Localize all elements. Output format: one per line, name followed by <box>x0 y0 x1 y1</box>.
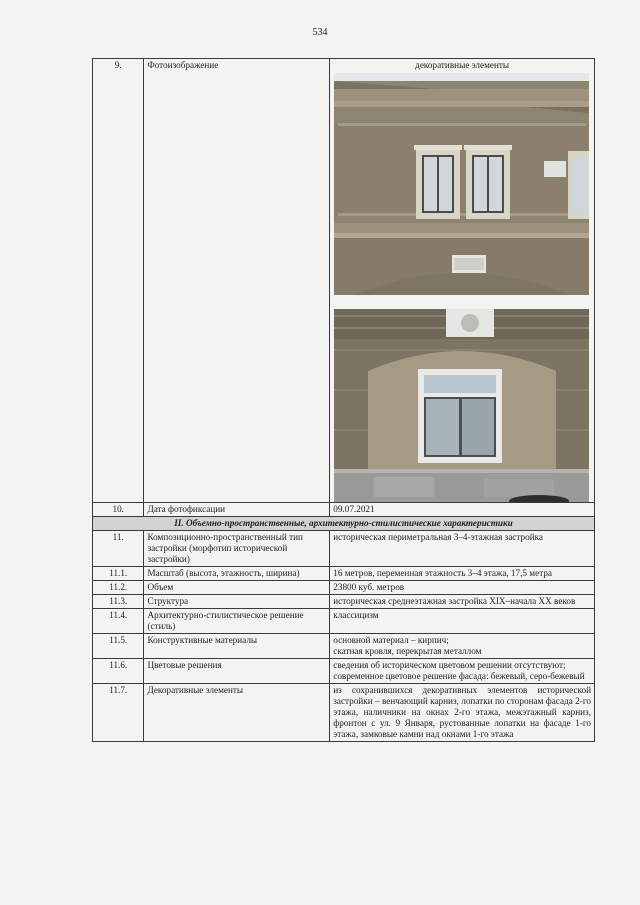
row-value: 23800 куб. метров <box>330 581 595 595</box>
row-value: 09.07.2021 <box>330 503 595 517</box>
row-number: 11.6. <box>93 659 144 684</box>
row-name: Конструктивные материалы <box>144 634 330 659</box>
section-title: II. Объемно-пространственные, архитектурно-стилистические характеристики <box>93 517 595 531</box>
object-characteristics-table <box>92 58 595 742</box>
table-row <box>93 59 595 503</box>
row-number: 11.5. <box>93 634 144 659</box>
table-row <box>93 581 595 595</box>
row-name: Фотоизображение <box>144 59 330 503</box>
row-name: Композиционно-пространственный тип застройки (морфотип исторической застройки) <box>144 531 330 567</box>
table-row <box>93 609 595 634</box>
table-row <box>93 531 595 567</box>
page-number: 534 <box>312 27 328 38</box>
row-number: 11.7. <box>93 684 144 742</box>
section-header <box>93 517 595 531</box>
row-value: 16 метров, переменная этажность 3–4 этажа, 17,5 метра <box>330 567 595 581</box>
table-row <box>93 567 595 581</box>
table-row <box>93 634 595 659</box>
row-name: Объем <box>144 581 330 595</box>
row-value: из сохранившихся декоративных элементов исторической застройки – венчающий карниз, лопатки по сторонам фасада 2-го этажа, наличники на окнах 2-го этажа, межэтажный карниз, фронтон с ул. 9 Января, рустованные лопатки на фасаде 1-го этажа, замковые камни над окнами 1-го этажа <box>330 684 595 742</box>
row-number: 10. <box>93 503 144 517</box>
row-value: историческая среднеэтажная застройка XIX–начала XX веков <box>330 595 595 609</box>
row-name: Декоративные элементы <box>144 684 330 742</box>
row-value-line: скатная кровля, перекрытая металлом <box>333 646 482 656</box>
facade-photo-upper <box>334 73 589 295</box>
row-value-line: сведения об историческом цветовом решении отсутствуют; <box>333 660 566 670</box>
table-row <box>93 595 595 609</box>
row-name: Дата фотофиксации <box>144 503 330 517</box>
row-number: 11.1. <box>93 567 144 581</box>
row-name: Масштаб (высота, этажность, ширина) <box>144 567 330 581</box>
row-name: Архитектурно-стилистическое решение (стиль) <box>144 609 330 634</box>
table-row <box>93 503 595 517</box>
row-value-line: современное цветовое решение фасада: бежевый, серо-бежевый <box>333 671 585 681</box>
row-number: 11.3. <box>93 595 144 609</box>
facade-photo-lower <box>334 309 589 502</box>
row-value: историческая периметральная 3–4-этажная застройка <box>330 531 595 567</box>
row-name: Структура <box>144 595 330 609</box>
table-row <box>93 684 595 742</box>
row-value-line: основной материал – кирпич; <box>333 635 449 645</box>
row-number: 9. <box>93 59 144 503</box>
table-row <box>93 659 595 684</box>
row-value: классицизм <box>330 609 595 634</box>
row-number: 11.4. <box>93 609 144 634</box>
photo-caption: декоративные элементы <box>415 60 510 70</box>
row-number: 11.2. <box>93 581 144 595</box>
row-number: 11. <box>93 531 144 567</box>
row-name: Цветовые решения <box>144 659 330 684</box>
